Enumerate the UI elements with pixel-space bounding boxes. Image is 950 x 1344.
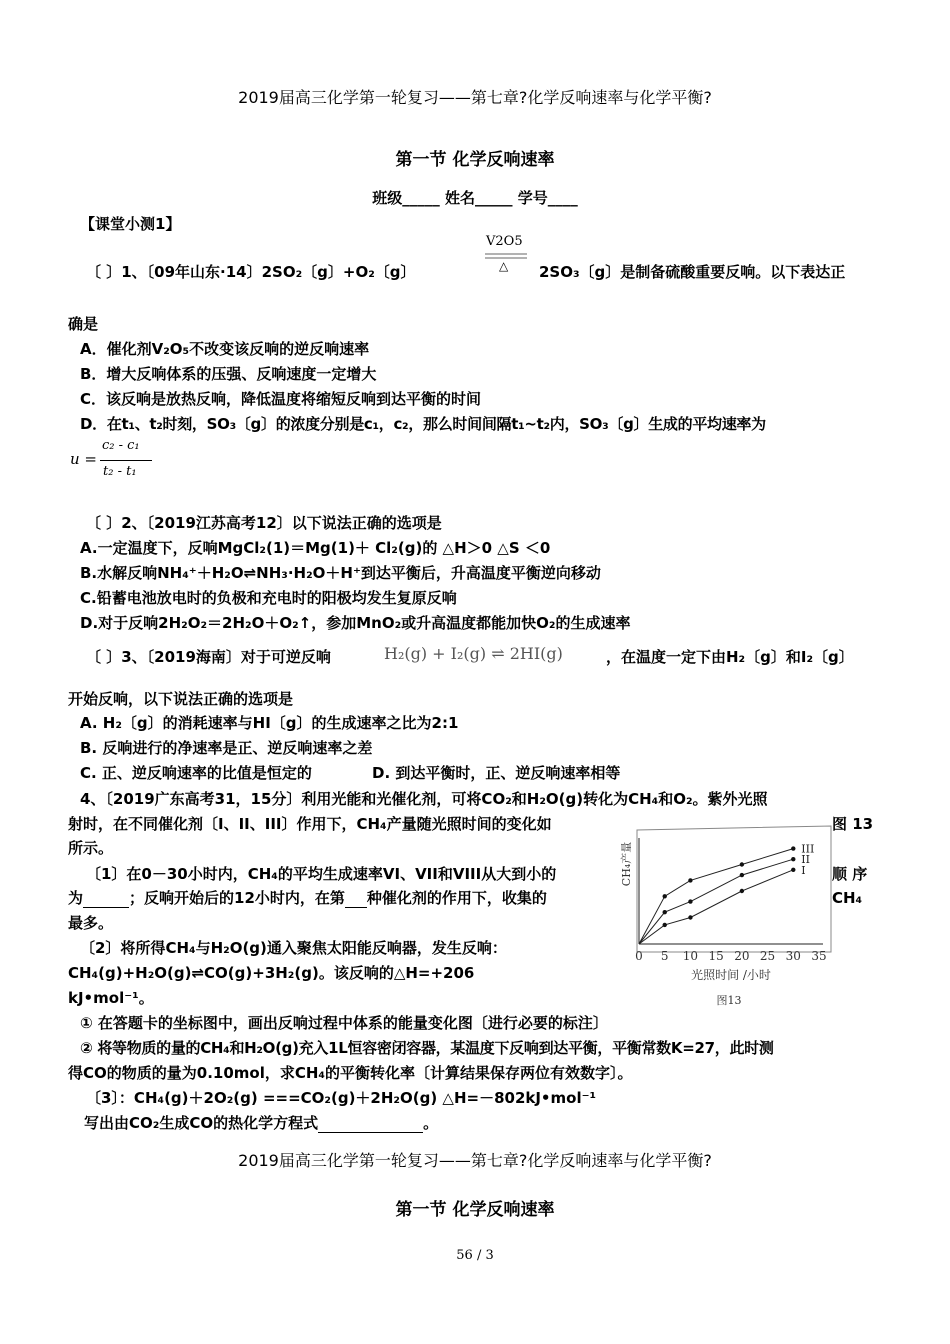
q4-sub2-item2: ② 将等物质的量的CH₄和H₂O(g)充入1L恒容密闭容器，某温度下反响到达平衡，平衡常数K=27，此时测: [80, 1039, 774, 1057]
y-axis-label: CH₄产量: [620, 841, 633, 887]
data-point: [663, 923, 667, 927]
page-title: 2019届高三化学第一轮复习——第七章?化学反响速率与化学平衡?: [238, 88, 712, 107]
q4-sub3-line2: [84, 1113, 438, 1133]
q3-equation: H₂(g) + I₂(g) ⇌ 2HI(g): [384, 644, 563, 663]
q2-option-a: A.一定温度下，反响MgCl₂(1)＝Mg(1)＋ Cl₂(g)的 △H＞0 △S ＜0: [80, 539, 551, 557]
answer-blank-catalyst[interactable]: [345, 889, 367, 908]
figure-13-chart: [620, 824, 835, 1014]
x-tick-label: 20: [734, 949, 750, 963]
data-point: [740, 889, 744, 893]
q3-stem-line2: 开始反响，以下说法正确的选项是: [68, 690, 294, 708]
q4-sub2-line2: CH₄(g)+H₂O(g)⇌CO(g)+3H₂(g)。该反响的△H=+206: [68, 964, 475, 982]
series-label-I: I: [801, 863, 806, 877]
data-point: [791, 868, 795, 872]
formula-fraction-bar: [100, 460, 152, 461]
q4-sub1-line2: [68, 888, 547, 908]
q2-stem: 〔 〕2、〔2019江苏高考12〕以下说法正确的选项是: [86, 514, 442, 532]
q1-stem-part2: 2SO₃〔g〕是制备硫酸重要反响。以下表达正: [539, 263, 846, 281]
q4-sub1-line1-right: 顺 序: [832, 865, 868, 883]
q4-sub2-line1: 〔2〕将所得CH₄与H₂O(g)通入聚焦太阳能反响器，发生反响：: [80, 939, 507, 957]
q4-sub2-item1: ① 在答题卡的坐标图中，画出反响过程中体系的能量变化图〔进行必要的标注〕: [80, 1014, 608, 1032]
q1-stem-part1: 〔 〕1、〔09年山东·14〕2SO₂〔g〕+O₂〔g〕: [86, 263, 416, 281]
formula-denominator: t₂ - t₁: [103, 464, 137, 479]
x-tick-label: 5: [660, 949, 669, 963]
q4-sub3-line1: 〔3〕：CH₄(g)＋2O₂(g) ===CO₂(g)＋2H₂O(g) △H=－802kJ•mol⁻¹: [86, 1089, 597, 1107]
repeat-title: 2019届高三化学第一轮复习——第七章?化学反响速率与化学平衡?: [238, 1151, 712, 1170]
q3-option-b: B. 反响进行的净速率是正、逆反响速率之差: [80, 739, 373, 757]
q4-sub2-item2-line2: 得CO的物质的量为0.10mol，求CH₄的平衡转化率〔计算结果保存两位有效数字〕。: [68, 1064, 633, 1082]
data-point: [791, 846, 795, 850]
chart-caption: 图13: [716, 994, 742, 1007]
data-point: [740, 873, 744, 877]
q4-sub2-line3: kJ•mol⁻¹。: [68, 989, 154, 1007]
section-title: 第一节 化学反响速率: [395, 150, 555, 170]
repeat-section: 第一节 化学反响速率: [395, 1200, 555, 1220]
x-tick-label: 35: [811, 949, 827, 963]
q2-option-d: D.对于反响2H₂O₂＝2H₂O＋O₂↑，参加MnO₂或升高温度都能加快O₂的生成速率: [80, 614, 631, 632]
x-tick-label: 10: [682, 949, 699, 963]
x-tick-label: 0: [635, 949, 643, 963]
q1-stem-line2: 确是: [68, 315, 99, 333]
answer-blank-order[interactable]: [83, 889, 129, 908]
series-line-I: [639, 870, 793, 944]
x-tick-label: 30: [785, 949, 801, 963]
series-label-II: II: [801, 853, 810, 867]
q4-sub1-line2-right: CH₄: [832, 889, 863, 907]
q1-option-c: C．该反响是放热反响，降低温度将缩短反响到达平衡的时间: [80, 390, 482, 408]
data-point: [688, 915, 692, 919]
data-point: [663, 894, 667, 898]
q2-option-b: B.水解反响NH₄⁺＋H₂O⇌NH₃·H₂O＋H⁺到达平衡后，升高温度平衡逆向移动: [80, 564, 601, 582]
answer-blank-equation[interactable]: [318, 1114, 423, 1133]
data-point: [688, 899, 692, 903]
q4-sub1-line1: 〔1〕在0－30小时内，CH₄的平均生成速率VI、VII和VIII从大到小的: [86, 865, 557, 883]
q4-sub3-prompt: 写出由CO₂生成CO的热化学方程式: [84, 1114, 319, 1132]
q4-line2-right: 图 13: [832, 815, 874, 833]
q4-line3: 所示。: [68, 839, 114, 857]
page-number: 56 / 3: [456, 1248, 494, 1263]
data-point: [663, 910, 667, 914]
q4-line1: 4、〔2019广东高考31，15分〕利用光能和光催化剂，可将CO₂和H₂O(g)转化为CH₄和O₂。紫外光照: [80, 790, 768, 808]
q2-option-c: C.铅蓄电池放电时的负极和充电时的阳极均发生复原反响: [80, 589, 457, 607]
q4-sub1-line3: 最多。: [68, 914, 114, 932]
rate-formula: [70, 438, 160, 488]
formula-lhs: u =: [70, 450, 97, 468]
q3-stem-part1: 〔 〕3、〔2019海南〕对于可逆反响: [86, 648, 331, 666]
series-label-III: III: [801, 842, 815, 856]
data-point: [791, 857, 795, 861]
data-point: [740, 862, 744, 866]
q4-sub1-mid: ；反响开始后的12小时内，在第: [129, 889, 345, 907]
quiz-label: 【课堂小测1】: [80, 215, 181, 233]
q1-catalyst-top: V2O5: [486, 234, 523, 249]
q1-option-d: D．在t₁、t₂时刻，SO₃〔g〕的浓度分别是c₁，c₂，那么时间间隔t₁~t₂内，SO₃〔g〕生成的平均速率为: [80, 415, 766, 433]
formula-numerator: c₂ - c₁: [102, 438, 140, 453]
q3-option-d: D. 到达平衡时，正、逆反响速率相等: [372, 764, 621, 782]
q4-sub3-end: 。: [423, 1114, 439, 1132]
x-tick-label: 25: [759, 949, 776, 963]
q4-wei: 为: [68, 889, 84, 907]
q3-option-a: A. H₂〔g〕的消耗速率与HI〔g〕的生成速率之比为2:1: [80, 714, 459, 732]
q1-option-a: A．催化剂V₂O₅不改变该反响的逆反响速率: [80, 340, 370, 358]
q1-catalyst-bottom: △: [499, 259, 509, 273]
x-tick-label: 15: [708, 949, 724, 963]
x-axis-label: 光照时间 /小时: [691, 968, 771, 982]
series-line-III: [639, 849, 793, 944]
q1-option-b: B．增大反响体系的压强、反响速度一定增大: [80, 365, 377, 383]
q4-sub1-end: 种催化剂的作用下，收集的: [366, 889, 547, 907]
data-point: [688, 878, 692, 882]
q3-option-c: C. 正、逆反响速率的比值是恒定的: [80, 764, 312, 782]
student-info-fields: 班级_____ 姓名_____ 学号____: [372, 189, 578, 207]
q4-line2: 射时，在不同催化剂〔I、II、III〕作用下，CH₄产量随光照时间的变化如: [68, 815, 552, 833]
chart-svg: [620, 824, 835, 1014]
q3-stem-part2: ，在温度一定下由H₂〔g〕和I₂〔g〕: [606, 648, 854, 666]
